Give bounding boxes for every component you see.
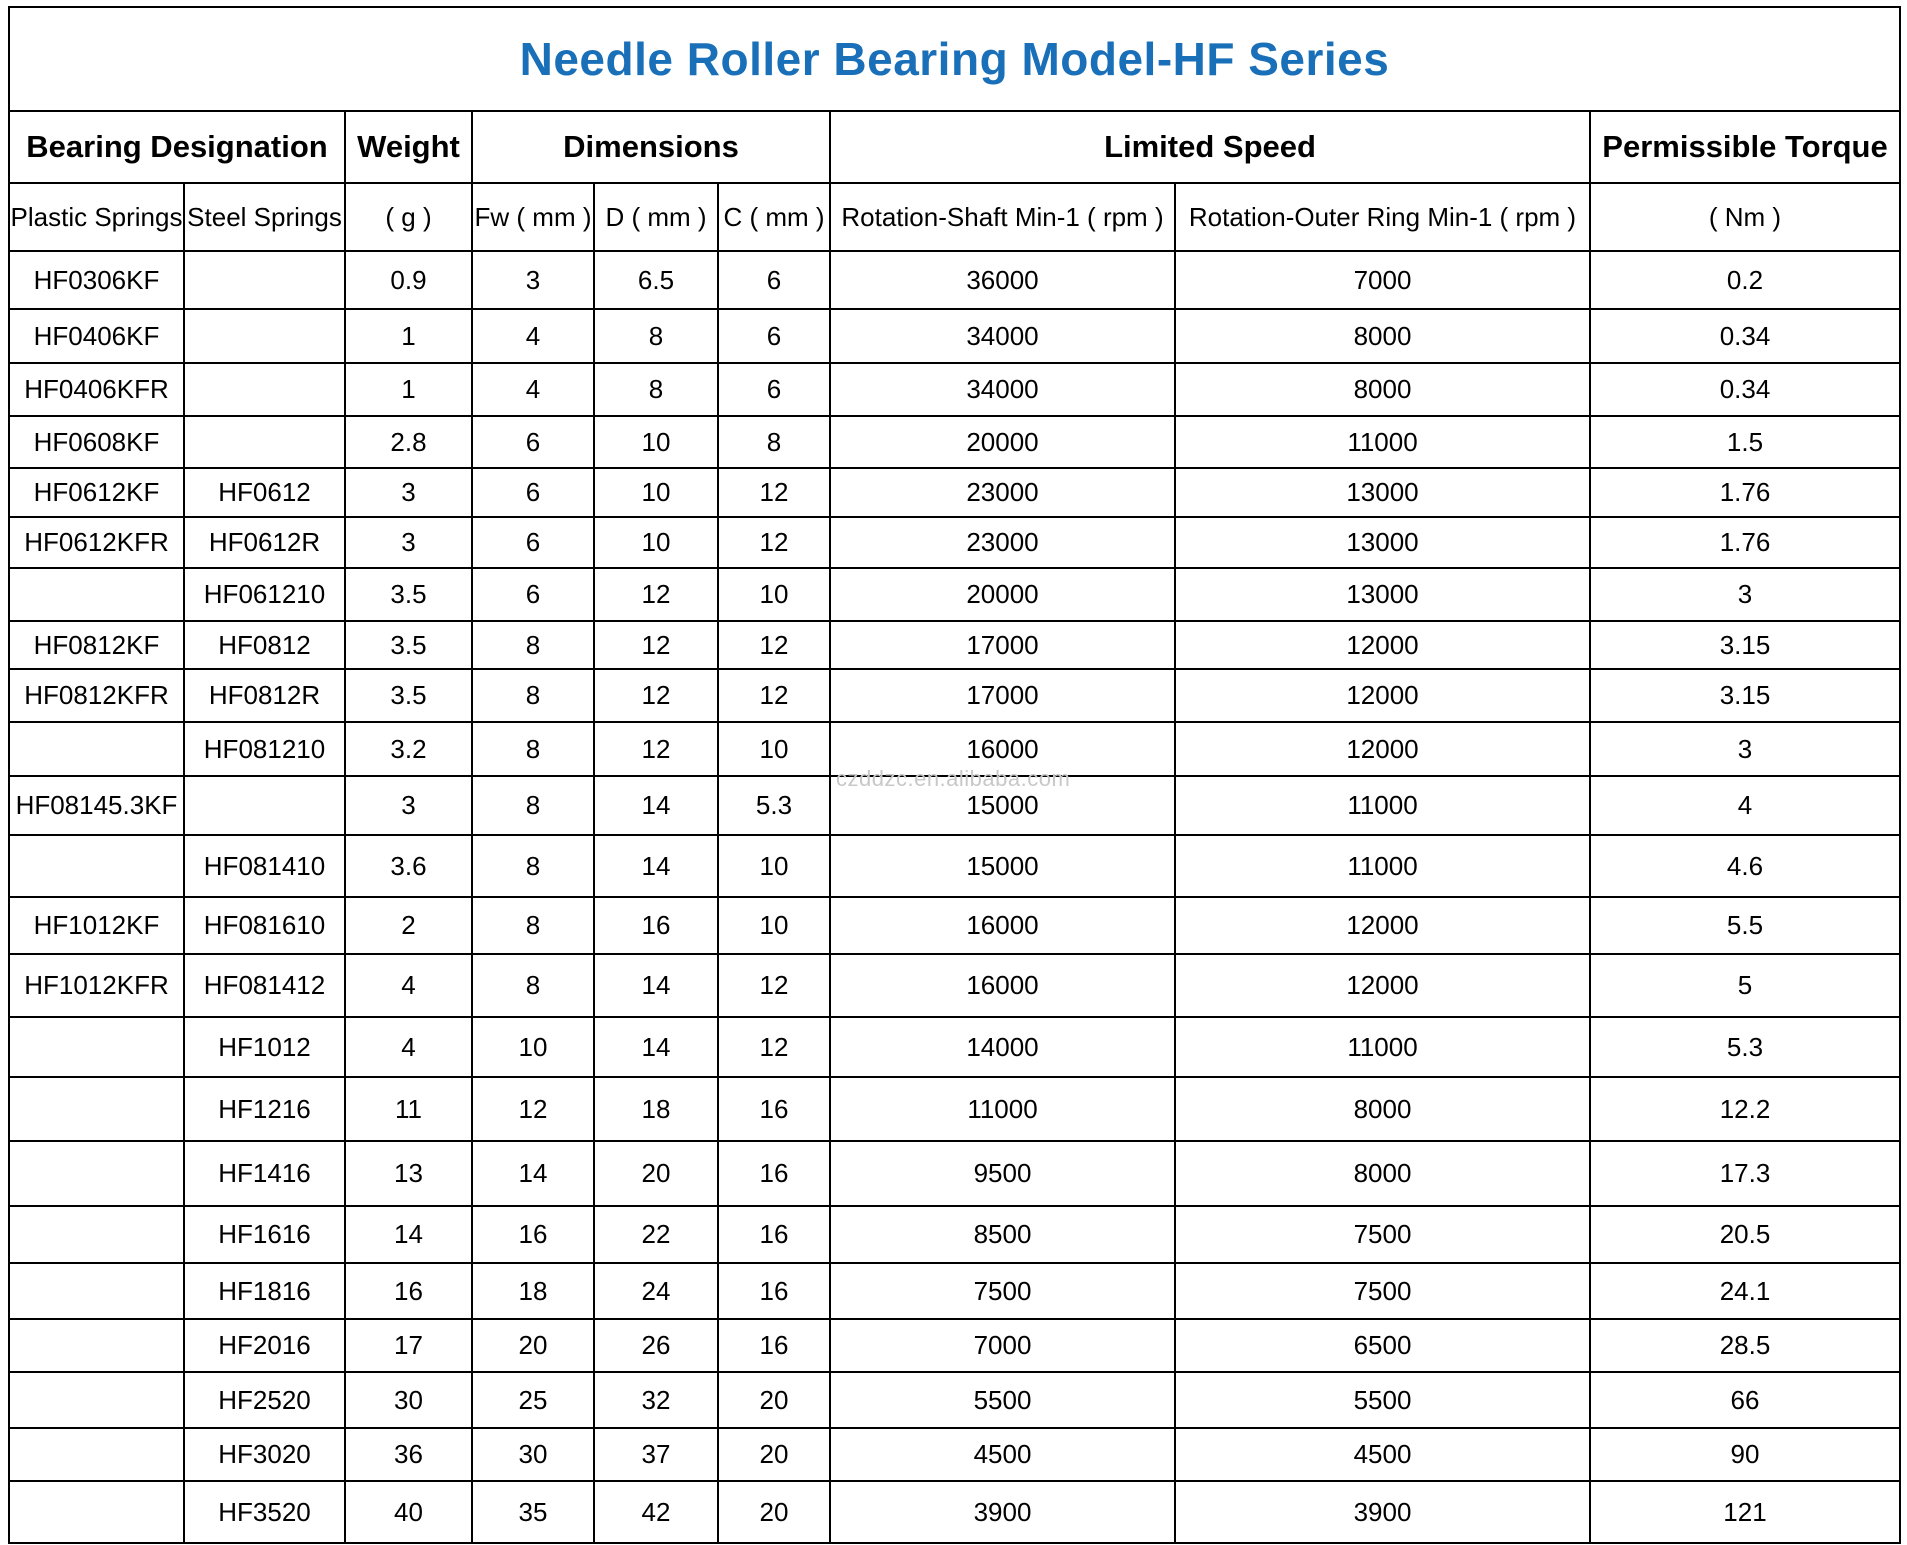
cell-plastic-springs [9, 1263, 184, 1319]
cell-weight: 1 [345, 309, 472, 363]
cell-plastic-springs: HF0612KF [9, 468, 184, 517]
table-row [9, 568, 1900, 621]
cell-plastic-springs [9, 1206, 184, 1263]
table-row [9, 1141, 1900, 1206]
cell-torque: 1.76 [1590, 468, 1900, 517]
cell-c: 12 [718, 1017, 830, 1077]
cell-rotation-outer-ring: 8000 [1175, 363, 1590, 416]
cell-plastic-springs: HF0406KF [9, 309, 184, 363]
cell-rotation-outer-ring: 13000 [1175, 468, 1590, 517]
cell-fw: 8 [472, 776, 594, 835]
cell-fw: 6 [472, 468, 594, 517]
cell-steel-springs [184, 416, 345, 468]
cell-c: 12 [718, 669, 830, 722]
table-row [9, 621, 1900, 669]
cell-plastic-springs [9, 1372, 184, 1428]
cell-c: 12 [718, 954, 830, 1017]
table-row [9, 776, 1900, 835]
cell-torque: 4.6 [1590, 835, 1900, 897]
title-row [9, 7, 1900, 111]
cell-fw: 12 [472, 1077, 594, 1141]
cell-fw: 16 [472, 1206, 594, 1263]
cell-d: 10 [594, 517, 718, 568]
table-row [9, 1206, 1900, 1263]
cell-weight: 3.2 [345, 722, 472, 776]
cell-plastic-springs: HF0306KF [9, 251, 184, 309]
table-row [9, 416, 1900, 468]
cell-rotation-outer-ring: 11000 [1175, 776, 1590, 835]
cell-rotation-outer-ring: 5500 [1175, 1372, 1590, 1428]
cell-plastic-springs [9, 1077, 184, 1141]
cell-rotation-outer-ring: 4500 [1175, 1428, 1590, 1481]
cell-fw: 18 [472, 1263, 594, 1319]
cell-plastic-springs: HF1012KF [9, 897, 184, 954]
table-row [9, 363, 1900, 416]
cell-steel-springs [184, 776, 345, 835]
cell-torque: 5 [1590, 954, 1900, 1017]
cell-c: 20 [718, 1481, 830, 1543]
cell-fw: 10 [472, 1017, 594, 1077]
cell-d: 10 [594, 468, 718, 517]
cell-rotation-outer-ring: 12000 [1175, 954, 1590, 1017]
cell-steel-springs: HF1216 [184, 1077, 345, 1141]
cell-rotation-shaft: 36000 [830, 251, 1175, 309]
cell-d: 14 [594, 954, 718, 1017]
cell-d: 32 [594, 1372, 718, 1428]
cell-plastic-springs [9, 1141, 184, 1206]
cell-c: 10 [718, 835, 830, 897]
cell-d: 6.5 [594, 251, 718, 309]
cell-d: 8 [594, 309, 718, 363]
cell-fw: 14 [472, 1141, 594, 1206]
cell-c: 10 [718, 722, 830, 776]
cell-fw: 3 [472, 251, 594, 309]
cell-torque: 1.76 [1590, 517, 1900, 568]
cell-d: 14 [594, 776, 718, 835]
cell-d: 12 [594, 669, 718, 722]
cell-weight: 36 [345, 1428, 472, 1481]
cell-fw: 6 [472, 416, 594, 468]
cell-rotation-outer-ring: 3900 [1175, 1481, 1590, 1543]
cell-d: 24 [594, 1263, 718, 1319]
cell-torque: 3 [1590, 722, 1900, 776]
cell-d: 20 [594, 1141, 718, 1206]
cell-d: 12 [594, 621, 718, 669]
table-row [9, 1077, 1900, 1141]
cell-weight: 3.5 [345, 669, 472, 722]
cell-steel-springs: HF061210 [184, 568, 345, 621]
subheader-fw: Fw ( mm ) [472, 183, 594, 251]
cell-torque: 5.5 [1590, 897, 1900, 954]
header-limited-speed: Limited Speed [830, 111, 1590, 183]
cell-d: 12 [594, 722, 718, 776]
cell-torque: 17.3 [1590, 1141, 1900, 1206]
group-header-row [9, 111, 1900, 183]
cell-fw: 8 [472, 835, 594, 897]
cell-steel-springs: HF1012 [184, 1017, 345, 1077]
cell-rotation-outer-ring: 8000 [1175, 1141, 1590, 1206]
cell-rotation-shaft: 14000 [830, 1017, 1175, 1077]
cell-fw: 6 [472, 568, 594, 621]
cell-c: 6 [718, 251, 830, 309]
subheader-c: C ( mm ) [718, 183, 830, 251]
bearing-spec-table [8, 6, 1901, 1544]
cell-torque: 5.3 [1590, 1017, 1900, 1077]
subheader-steel-springs: Steel Springs [184, 183, 345, 251]
cell-plastic-springs [9, 1017, 184, 1077]
cell-weight: 4 [345, 954, 472, 1017]
cell-fw: 8 [472, 954, 594, 1017]
cell-fw: 4 [472, 309, 594, 363]
cell-weight: 3.6 [345, 835, 472, 897]
cell-rotation-outer-ring: 12000 [1175, 897, 1590, 954]
table-row [9, 954, 1900, 1017]
cell-fw: 8 [472, 669, 594, 722]
cell-plastic-springs [9, 722, 184, 776]
header-permissible-torque: Permissible Torque [1590, 111, 1900, 183]
cell-c: 16 [718, 1077, 830, 1141]
cell-rotation-outer-ring: 8000 [1175, 1077, 1590, 1141]
cell-plastic-springs: HF0406KFR [9, 363, 184, 416]
table-row [9, 1263, 1900, 1319]
cell-weight: 16 [345, 1263, 472, 1319]
cell-rotation-outer-ring: 12000 [1175, 621, 1590, 669]
table-row [9, 1017, 1900, 1077]
cell-fw: 20 [472, 1319, 594, 1372]
cell-rotation-shaft: 9500 [830, 1141, 1175, 1206]
cell-rotation-shaft: 16000 [830, 897, 1175, 954]
cell-torque: 3.15 [1590, 621, 1900, 669]
cell-rotation-outer-ring: 7500 [1175, 1206, 1590, 1263]
cell-weight: 3.5 [345, 568, 472, 621]
cell-fw: 8 [472, 897, 594, 954]
table-row [9, 309, 1900, 363]
cell-torque: 4 [1590, 776, 1900, 835]
cell-steel-springs: HF0612 [184, 468, 345, 517]
table-row [9, 897, 1900, 954]
cell-torque: 3 [1590, 568, 1900, 621]
cell-plastic-springs: HF0608KF [9, 416, 184, 468]
cell-weight: 30 [345, 1372, 472, 1428]
cell-steel-springs: HF1616 [184, 1206, 345, 1263]
cell-rotation-outer-ring: 13000 [1175, 517, 1590, 568]
table-row [9, 835, 1900, 897]
cell-rotation-outer-ring: 7000 [1175, 251, 1590, 309]
cell-plastic-springs [9, 1481, 184, 1543]
cell-torque: 121 [1590, 1481, 1900, 1543]
cell-rotation-outer-ring: 11000 [1175, 835, 1590, 897]
cell-weight: 17 [345, 1319, 472, 1372]
cell-rotation-shaft: 17000 [830, 669, 1175, 722]
cell-rotation-shaft: 15000 [830, 776, 1175, 835]
cell-steel-springs: HF3020 [184, 1428, 345, 1481]
cell-torque: 20.5 [1590, 1206, 1900, 1263]
cell-fw: 30 [472, 1428, 594, 1481]
cell-rotation-outer-ring: 6500 [1175, 1319, 1590, 1372]
cell-steel-springs: HF0612R [184, 517, 345, 568]
cell-rotation-outer-ring: 12000 [1175, 669, 1590, 722]
title-cell [9, 7, 1900, 111]
cell-weight: 14 [345, 1206, 472, 1263]
cell-weight: 40 [345, 1481, 472, 1543]
cell-torque: 24.1 [1590, 1263, 1900, 1319]
cell-rotation-outer-ring: 13000 [1175, 568, 1590, 621]
cell-plastic-springs [9, 1319, 184, 1372]
cell-plastic-springs [9, 568, 184, 621]
cell-c: 16 [718, 1319, 830, 1372]
cell-d: 37 [594, 1428, 718, 1481]
cell-torque: 0.2 [1590, 251, 1900, 309]
cell-c: 6 [718, 309, 830, 363]
cell-weight: 3 [345, 517, 472, 568]
header-dimensions: Dimensions [472, 111, 830, 183]
cell-torque: 90 [1590, 1428, 1900, 1481]
table-row [9, 1481, 1900, 1543]
cell-weight: 3 [345, 776, 472, 835]
cell-steel-springs: HF081210 [184, 722, 345, 776]
cell-torque: 3.15 [1590, 669, 1900, 722]
cell-torque: 1.5 [1590, 416, 1900, 468]
cell-c: 12 [718, 468, 830, 517]
cell-rotation-outer-ring: 8000 [1175, 309, 1590, 363]
cell-rotation-shaft: 4500 [830, 1428, 1175, 1481]
cell-d: 26 [594, 1319, 718, 1372]
cell-c: 16 [718, 1141, 830, 1206]
cell-steel-springs: HF2520 [184, 1372, 345, 1428]
cell-c: 6 [718, 363, 830, 416]
cell-rotation-shaft: 23000 [830, 468, 1175, 517]
cell-rotation-shaft: 23000 [830, 517, 1175, 568]
cell-fw: 35 [472, 1481, 594, 1543]
cell-torque: 28.5 [1590, 1319, 1900, 1372]
table-row [9, 722, 1900, 776]
cell-c: 5.3 [718, 776, 830, 835]
cell-rotation-shaft: 7000 [830, 1319, 1175, 1372]
cell-d: 12 [594, 568, 718, 621]
cell-c: 16 [718, 1206, 830, 1263]
cell-rotation-outer-ring: 12000 [1175, 722, 1590, 776]
cell-steel-springs: HF1416 [184, 1141, 345, 1206]
header-bearing-designation: Bearing Designation [9, 111, 345, 183]
cell-plastic-springs: HF1012KFR [9, 954, 184, 1017]
cell-weight: 13 [345, 1141, 472, 1206]
cell-fw: 6 [472, 517, 594, 568]
cell-d: 8 [594, 363, 718, 416]
cell-rotation-shaft: 20000 [830, 416, 1175, 468]
cell-steel-springs: HF081410 [184, 835, 345, 897]
cell-steel-springs: HF081610 [184, 897, 345, 954]
cell-torque: 66 [1590, 1372, 1900, 1428]
cell-weight: 4 [345, 1017, 472, 1077]
table-row [9, 251, 1900, 309]
cell-d: 10 [594, 416, 718, 468]
cell-d: 18 [594, 1077, 718, 1141]
cell-rotation-shaft: 16000 [830, 954, 1175, 1017]
cell-plastic-springs: HF0812KF [9, 621, 184, 669]
subheader-weight-unit: ( g ) [345, 183, 472, 251]
cell-rotation-shaft: 8500 [830, 1206, 1175, 1263]
subheader-rotation-shaft: Rotation-Shaft Min-1 ( rpm ) [830, 183, 1175, 251]
cell-steel-springs [184, 251, 345, 309]
cell-rotation-outer-ring: 11000 [1175, 416, 1590, 468]
cell-plastic-springs: HF0812KFR [9, 669, 184, 722]
table-row [9, 669, 1900, 722]
cell-rotation-shaft: 11000 [830, 1077, 1175, 1141]
cell-rotation-shaft: 20000 [830, 568, 1175, 621]
cell-c: 12 [718, 517, 830, 568]
cell-rotation-shaft: 17000 [830, 621, 1175, 669]
cell-rotation-shaft: 34000 [830, 363, 1175, 416]
page-title: Needle Roller Bearing Model-HF Series [519, 33, 1390, 85]
cell-fw: 25 [472, 1372, 594, 1428]
cell-c: 20 [718, 1428, 830, 1481]
table-row [9, 1319, 1900, 1372]
table-row [9, 1428, 1900, 1481]
table-row [9, 517, 1900, 568]
subheader-d: D ( mm ) [594, 183, 718, 251]
cell-rotation-shaft: 5500 [830, 1372, 1175, 1428]
cell-torque: 12.2 [1590, 1077, 1900, 1141]
cell-weight: 0.9 [345, 251, 472, 309]
cell-weight: 2.8 [345, 416, 472, 468]
cell-steel-springs: HF2016 [184, 1319, 345, 1372]
cell-plastic-springs: HF0612KFR [9, 517, 184, 568]
cell-plastic-springs [9, 835, 184, 897]
sub-header-row [9, 183, 1900, 251]
subheader-torque-unit: ( Nm ) [1590, 183, 1900, 251]
cell-weight: 3 [345, 468, 472, 517]
cell-steel-springs: HF0812R [184, 669, 345, 722]
cell-d: 14 [594, 1017, 718, 1077]
spec-table-container [8, 6, 1899, 1544]
header-weight: Weight [345, 111, 472, 183]
cell-c: 10 [718, 568, 830, 621]
cell-weight: 1 [345, 363, 472, 416]
subheader-plastic-springs: Plastic Springs [9, 183, 184, 251]
table-row [9, 1372, 1900, 1428]
cell-torque: 0.34 [1590, 363, 1900, 416]
cell-steel-springs: HF0812 [184, 621, 345, 669]
cell-d: 16 [594, 897, 718, 954]
cell-rotation-shaft: 16000 [830, 722, 1175, 776]
cell-rotation-shaft: 3900 [830, 1481, 1175, 1543]
cell-torque: 0.34 [1590, 309, 1900, 363]
cell-rotation-outer-ring: 11000 [1175, 1017, 1590, 1077]
cell-plastic-springs [9, 1428, 184, 1481]
cell-rotation-outer-ring: 7500 [1175, 1263, 1590, 1319]
cell-fw: 8 [472, 722, 594, 776]
cell-steel-springs: HF081412 [184, 954, 345, 1017]
subheader-rotation-outer-ring: Rotation-Outer Ring Min-1 ( rpm ) [1175, 183, 1590, 251]
cell-c: 20 [718, 1372, 830, 1428]
cell-c: 10 [718, 897, 830, 954]
cell-rotation-shaft: 7500 [830, 1263, 1175, 1319]
cell-fw: 4 [472, 363, 594, 416]
cell-steel-springs [184, 363, 345, 416]
cell-d: 42 [594, 1481, 718, 1543]
cell-rotation-shaft: 34000 [830, 309, 1175, 363]
cell-c: 12 [718, 621, 830, 669]
cell-steel-springs [184, 309, 345, 363]
cell-c: 16 [718, 1263, 830, 1319]
cell-fw: 8 [472, 621, 594, 669]
cell-steel-springs: HF3520 [184, 1481, 345, 1543]
cell-weight: 3.5 [345, 621, 472, 669]
table-row [9, 468, 1900, 517]
cell-d: 14 [594, 835, 718, 897]
cell-c: 8 [718, 416, 830, 468]
cell-rotation-shaft: 15000 [830, 835, 1175, 897]
cell-weight: 2 [345, 897, 472, 954]
cell-weight: 11 [345, 1077, 472, 1141]
watermark: czddzc.en.alibaba.com [836, 766, 1071, 791]
cell-plastic-springs: HF08145.3KF [9, 776, 184, 835]
cell-d: 22 [594, 1206, 718, 1263]
cell-steel-springs: HF1816 [184, 1263, 345, 1319]
